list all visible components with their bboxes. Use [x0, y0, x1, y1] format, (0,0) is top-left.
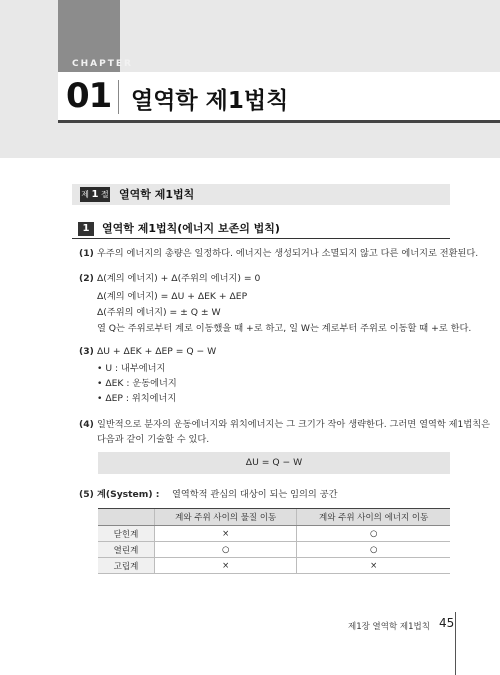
item-4-number: (4) [79, 419, 94, 430]
formula-text: ΔU = Q − W [245, 457, 303, 468]
row-label-open: 열린계 [98, 542, 155, 558]
footer-vertical-rule [455, 612, 456, 675]
item-1-number: (1) [79, 248, 94, 259]
chapter-title-underline [58, 120, 500, 123]
subsection-number: 1 [78, 222, 94, 236]
section-badge-number: 1 [91, 189, 99, 200]
table-header-energy: 계와 주위 사이의 에너지 이동 [297, 509, 450, 526]
item-3-bullet-potential-energy: • ΔEP : 위치에너지 [97, 393, 177, 404]
cell-energy: ○ [297, 542, 450, 558]
cell-matter: × [155, 526, 297, 542]
row-label-isolated: 고립계 [98, 558, 155, 574]
system-types-table [98, 508, 450, 574]
chapter-label: CHAPTER [72, 59, 133, 69]
table-row [98, 558, 450, 574]
section-badge-suffix: 절 [101, 190, 109, 199]
cell-energy: × [297, 558, 450, 574]
item-2-line-2: Δ(계의 에너지) = ΔU + ΔEK + ΔEP [97, 291, 248, 302]
item-2-number: (2) [79, 273, 94, 284]
cell-matter: × [155, 558, 297, 574]
table-row [98, 542, 450, 558]
chapter-separator [118, 80, 119, 114]
cell-energy: ○ [297, 526, 450, 542]
cell-matter: ○ [155, 542, 297, 558]
item-5-heading: 계(System) : [97, 489, 160, 500]
item-3-number: (3) [79, 346, 94, 357]
section-title: 열역학 제1법칙 [119, 188, 195, 201]
table-header-blank [98, 509, 155, 526]
item-4-line-1: 일반적으로 분자의 운동에너지와 위치에너지는 그 크기가 작아 생략한다. 그러면 열역학 제1법칙은 [97, 419, 490, 430]
table-header-row [98, 509, 450, 526]
chapter-title: 열역학 제1법칙 [131, 88, 289, 114]
item-3-bullet-kinetic-energy: • ΔEK : 운동에너지 [97, 378, 177, 389]
item-3-equation: ΔU + ΔEK + ΔEP = Q − W [97, 346, 217, 357]
item-5-text: 열역학적 관심의 대상이 되는 임의의 공간 [172, 489, 338, 500]
table-row [98, 526, 450, 542]
page-number: 45 [439, 616, 455, 630]
item-3-bullet-internal-energy: • U : 내부에너지 [97, 363, 166, 374]
section-badge-prefix: 제 [81, 190, 89, 199]
item-1-text: 우주의 에너지의 총량은 일정하다. 에너지는 생성되거나 소멸되지 않고 다른 에너지로 전환된다. [97, 248, 479, 259]
table-header-matter: 계와 주위 사이의 물질 이동 [155, 509, 297, 526]
item-2-line-1: Δ(계의 에너지) + Δ(주위의 에너지) = 0 [97, 273, 261, 284]
row-label-closed: 닫힌계 [98, 526, 155, 542]
chapter-number: 01 [66, 76, 112, 116]
subsection-title: 열역학 제1법칙(에너지 보존의 법칙) [102, 222, 280, 235]
item-4-line-2: 다음과 같이 기술할 수 있다. [97, 434, 210, 445]
item-2-line-4: 열 Q는 주위로부터 계로 이동했을 때 +로 하고, 일 W는 계로부터 주위로 이동할 때 +로 한다. [97, 323, 472, 334]
running-title: 제1장 열역학 제1법칙 [348, 622, 430, 632]
section-badge [80, 187, 110, 202]
item-5-number: (5) [79, 489, 94, 500]
item-2-line-3: Δ(주위의 에너지) = ± Q ± W [97, 307, 221, 318]
